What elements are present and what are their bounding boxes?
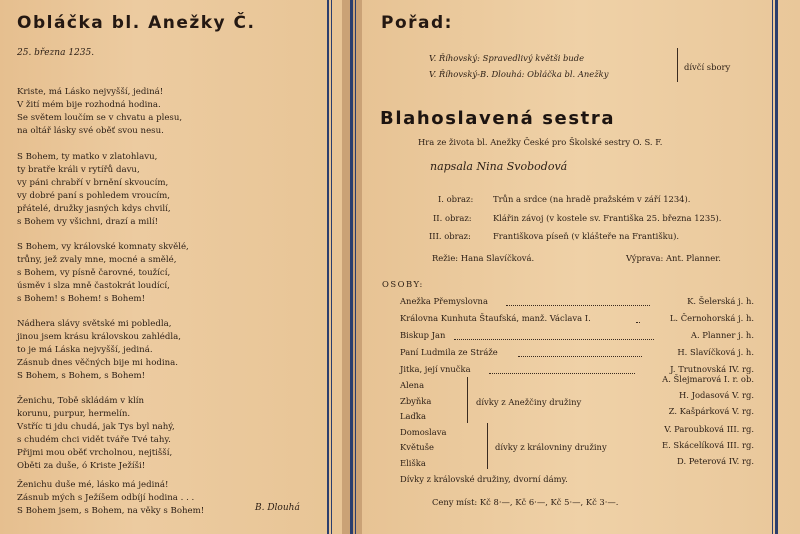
- group-member: Domoslava: [400, 427, 447, 437]
- poem-author: B. Dlouhá: [255, 503, 300, 513]
- program-note: dívčí sbory: [684, 62, 731, 72]
- poem-line: ty bratře králi v rytířů davu,: [17, 165, 140, 175]
- play-title: Blahoslavená sestra: [380, 108, 616, 129]
- poem-line: to je má Láska nejvyšší, jediná.: [17, 345, 153, 355]
- poem-line: Vstříc ti jdu chudá, jak Tys byl nahý,: [17, 422, 175, 432]
- group-label: dívky z Anežčiny družiny: [476, 397, 582, 407]
- group-member: Laďka: [400, 411, 426, 421]
- right-blue-rule-thin: [772, 0, 773, 534]
- poem-line: Se světem loučím se v chvatu a plesu,: [17, 113, 183, 123]
- poem-line: S Bohem, s Bohem, s Bohem!: [17, 371, 146, 381]
- cast-actor: K. Šelerská j. h.: [687, 296, 754, 306]
- poem-line: Zásnub dnes věčných bije mi hodina.: [17, 358, 179, 368]
- poem-date: 25. března 1235.: [17, 48, 95, 58]
- program-item-1: V. Říhovský: Spravedlivý květši bude: [429, 53, 585, 63]
- scene-text: Trůn a srdce (na hradě pražském v září 1234).: [493, 194, 691, 204]
- group-member: Eliška: [400, 458, 426, 468]
- poem-line: S Bohem jsem, s Bohem, na věky s Bohem!: [17, 506, 205, 516]
- left-blue-rule-thin: [331, 0, 332, 534]
- cast-actor: H. Jodasová V. rg.: [678, 390, 754, 400]
- scene-number: I. obraz:: [438, 194, 474, 204]
- poem-title: Obláčka bl. Anežky Č.: [17, 13, 256, 33]
- scene-number: II. obraz:: [433, 213, 472, 223]
- play-author: napsala Nina Svobodová: [430, 160, 568, 173]
- poem-line: s chudém chci vidět tváře Tvé tahy.: [17, 435, 171, 445]
- group-label: dívky z královniny družiny: [495, 442, 607, 452]
- cast-role: Královna Kunhuta Štaufská, manž. Václava I.: [400, 313, 591, 323]
- poem-line: přátelé, družky jasných kdys chvilí,: [17, 204, 171, 214]
- poem-line: V žití mém bije rozhodná hodina.: [17, 100, 161, 110]
- poem-line: S Bohem, ty matko v zlatohlavu,: [17, 152, 158, 162]
- left-blue-rule: [327, 0, 329, 534]
- group-member: Zbyňka: [400, 396, 432, 406]
- cast-actor: D. Peterová IV. rg.: [677, 456, 754, 466]
- cast-actor: L. Černohorská j. h.: [669, 313, 754, 323]
- cast-leader: [506, 305, 650, 306]
- cast-role: Paní Ludmila ze Stráže: [400, 347, 498, 357]
- poem-line: s Bohem, vy písně čarovné, toužící,: [17, 268, 171, 278]
- poem-line: Ženichu, Tobě skládám v klín: [17, 396, 145, 406]
- poem-line: vy páni chrabří v brnění skvoucím,: [17, 178, 169, 188]
- poem-line: na oltář lásky své oběť svou nesu.: [17, 126, 164, 136]
- poem-line: Ženichu duše mé, lásko má jediná!: [17, 480, 169, 490]
- poem-line: vy dobré paní s pohledem vroucím,: [17, 191, 170, 201]
- cast-leader: [518, 356, 642, 357]
- right-blue-rule: [775, 0, 778, 534]
- poem-line: trůny, jež zvaly mne, mocné a smělé,: [17, 255, 177, 265]
- poem-line: Kriste, má Lásko nejvyšší, jediná!: [17, 87, 164, 97]
- cast-actor: E. Skácelíková III. rg.: [661, 440, 754, 450]
- poem-line: Oběti za duše, ó Kriste Ježíši!: [17, 461, 146, 471]
- cast-actor: J. Trutnovská IV. rg.: [670, 364, 754, 374]
- scene-number: III. obraz:: [429, 231, 471, 241]
- design-credit: Výprava: Ant. Planner.: [626, 253, 721, 263]
- poem-line: korunu, purpur, hermelín.: [17, 409, 131, 419]
- play-subtitle: Hra ze života bl. Anežky České pro Školské sestry O. S. F.: [418, 137, 663, 147]
- cast-actor: Z. Kašpárková V. rg.: [668, 406, 754, 416]
- cast-role: Jitka, její vnučka: [400, 364, 471, 374]
- gutter-blue-rule-thin: [355, 0, 356, 534]
- poem-line: s Bohem vy všichni, drazí a milí!: [17, 217, 159, 227]
- cast-leader: [636, 322, 640, 323]
- poem-line: jinou jsem krásu královskou zahlédla,: [17, 332, 181, 342]
- cast-leader: [454, 339, 654, 340]
- group-member: Alena: [400, 380, 425, 390]
- ticket-prices: Ceny míst: Kč 8·—, Kč 6·—, Kč 5·—, Kč 3·—.: [432, 497, 619, 507]
- cast-title: OSOBY:: [382, 279, 424, 289]
- cast-leader: [489, 373, 635, 374]
- cast-actor: A. Šlejmarová I. r. ob.: [662, 374, 754, 384]
- group-brace: [467, 377, 468, 423]
- cast-actor: A. Planner j. h.: [690, 330, 754, 340]
- cast-actor: V. Paroubková III. rg.: [664, 424, 754, 434]
- poem-line: s Bohem! s Bohem! s Bohem!: [17, 294, 146, 304]
- poem-line: úsměv i slza mně častokrát loudící,: [17, 281, 170, 291]
- group-member: Květuše: [400, 442, 434, 452]
- gutter-blue-rule: [350, 0, 353, 534]
- scene-text: Klářin závoj (v kostele sv. Františka 25. března 1235).: [493, 213, 722, 223]
- direction-credit: Režie: Hana Slavíčková.: [432, 253, 535, 263]
- cast-role: Biskup Jan: [400, 330, 446, 340]
- poem-line: Zásnub mých s Ježíšem odbíjí hodina . . .: [17, 493, 195, 503]
- extras-line: Dívky z královské družiny, dvorní dámy.: [400, 474, 568, 484]
- poem-line: S Bohem, vy královské komnaty skvělé,: [17, 242, 189, 252]
- group-brace: [487, 423, 488, 469]
- cast-actor: H. Slavíčková j. h.: [677, 347, 754, 357]
- right-page: [362, 0, 800, 534]
- program-item-2: V. Říhovský-B. Dlouhá: Obláčka bl. Anežky: [429, 69, 609, 79]
- cast-role: Anežka Přemyslovna: [400, 296, 488, 306]
- poem-line: Nádhera slávy světské mi pobledla,: [17, 319, 172, 329]
- poem-line: Přijmi mou oběť vrcholnou, nejtišší,: [17, 448, 173, 458]
- program-brace: [677, 48, 678, 82]
- program-title: Pořad:: [381, 13, 453, 33]
- scene-text: Františkova píseň (v klášteře na Františku).: [493, 231, 680, 241]
